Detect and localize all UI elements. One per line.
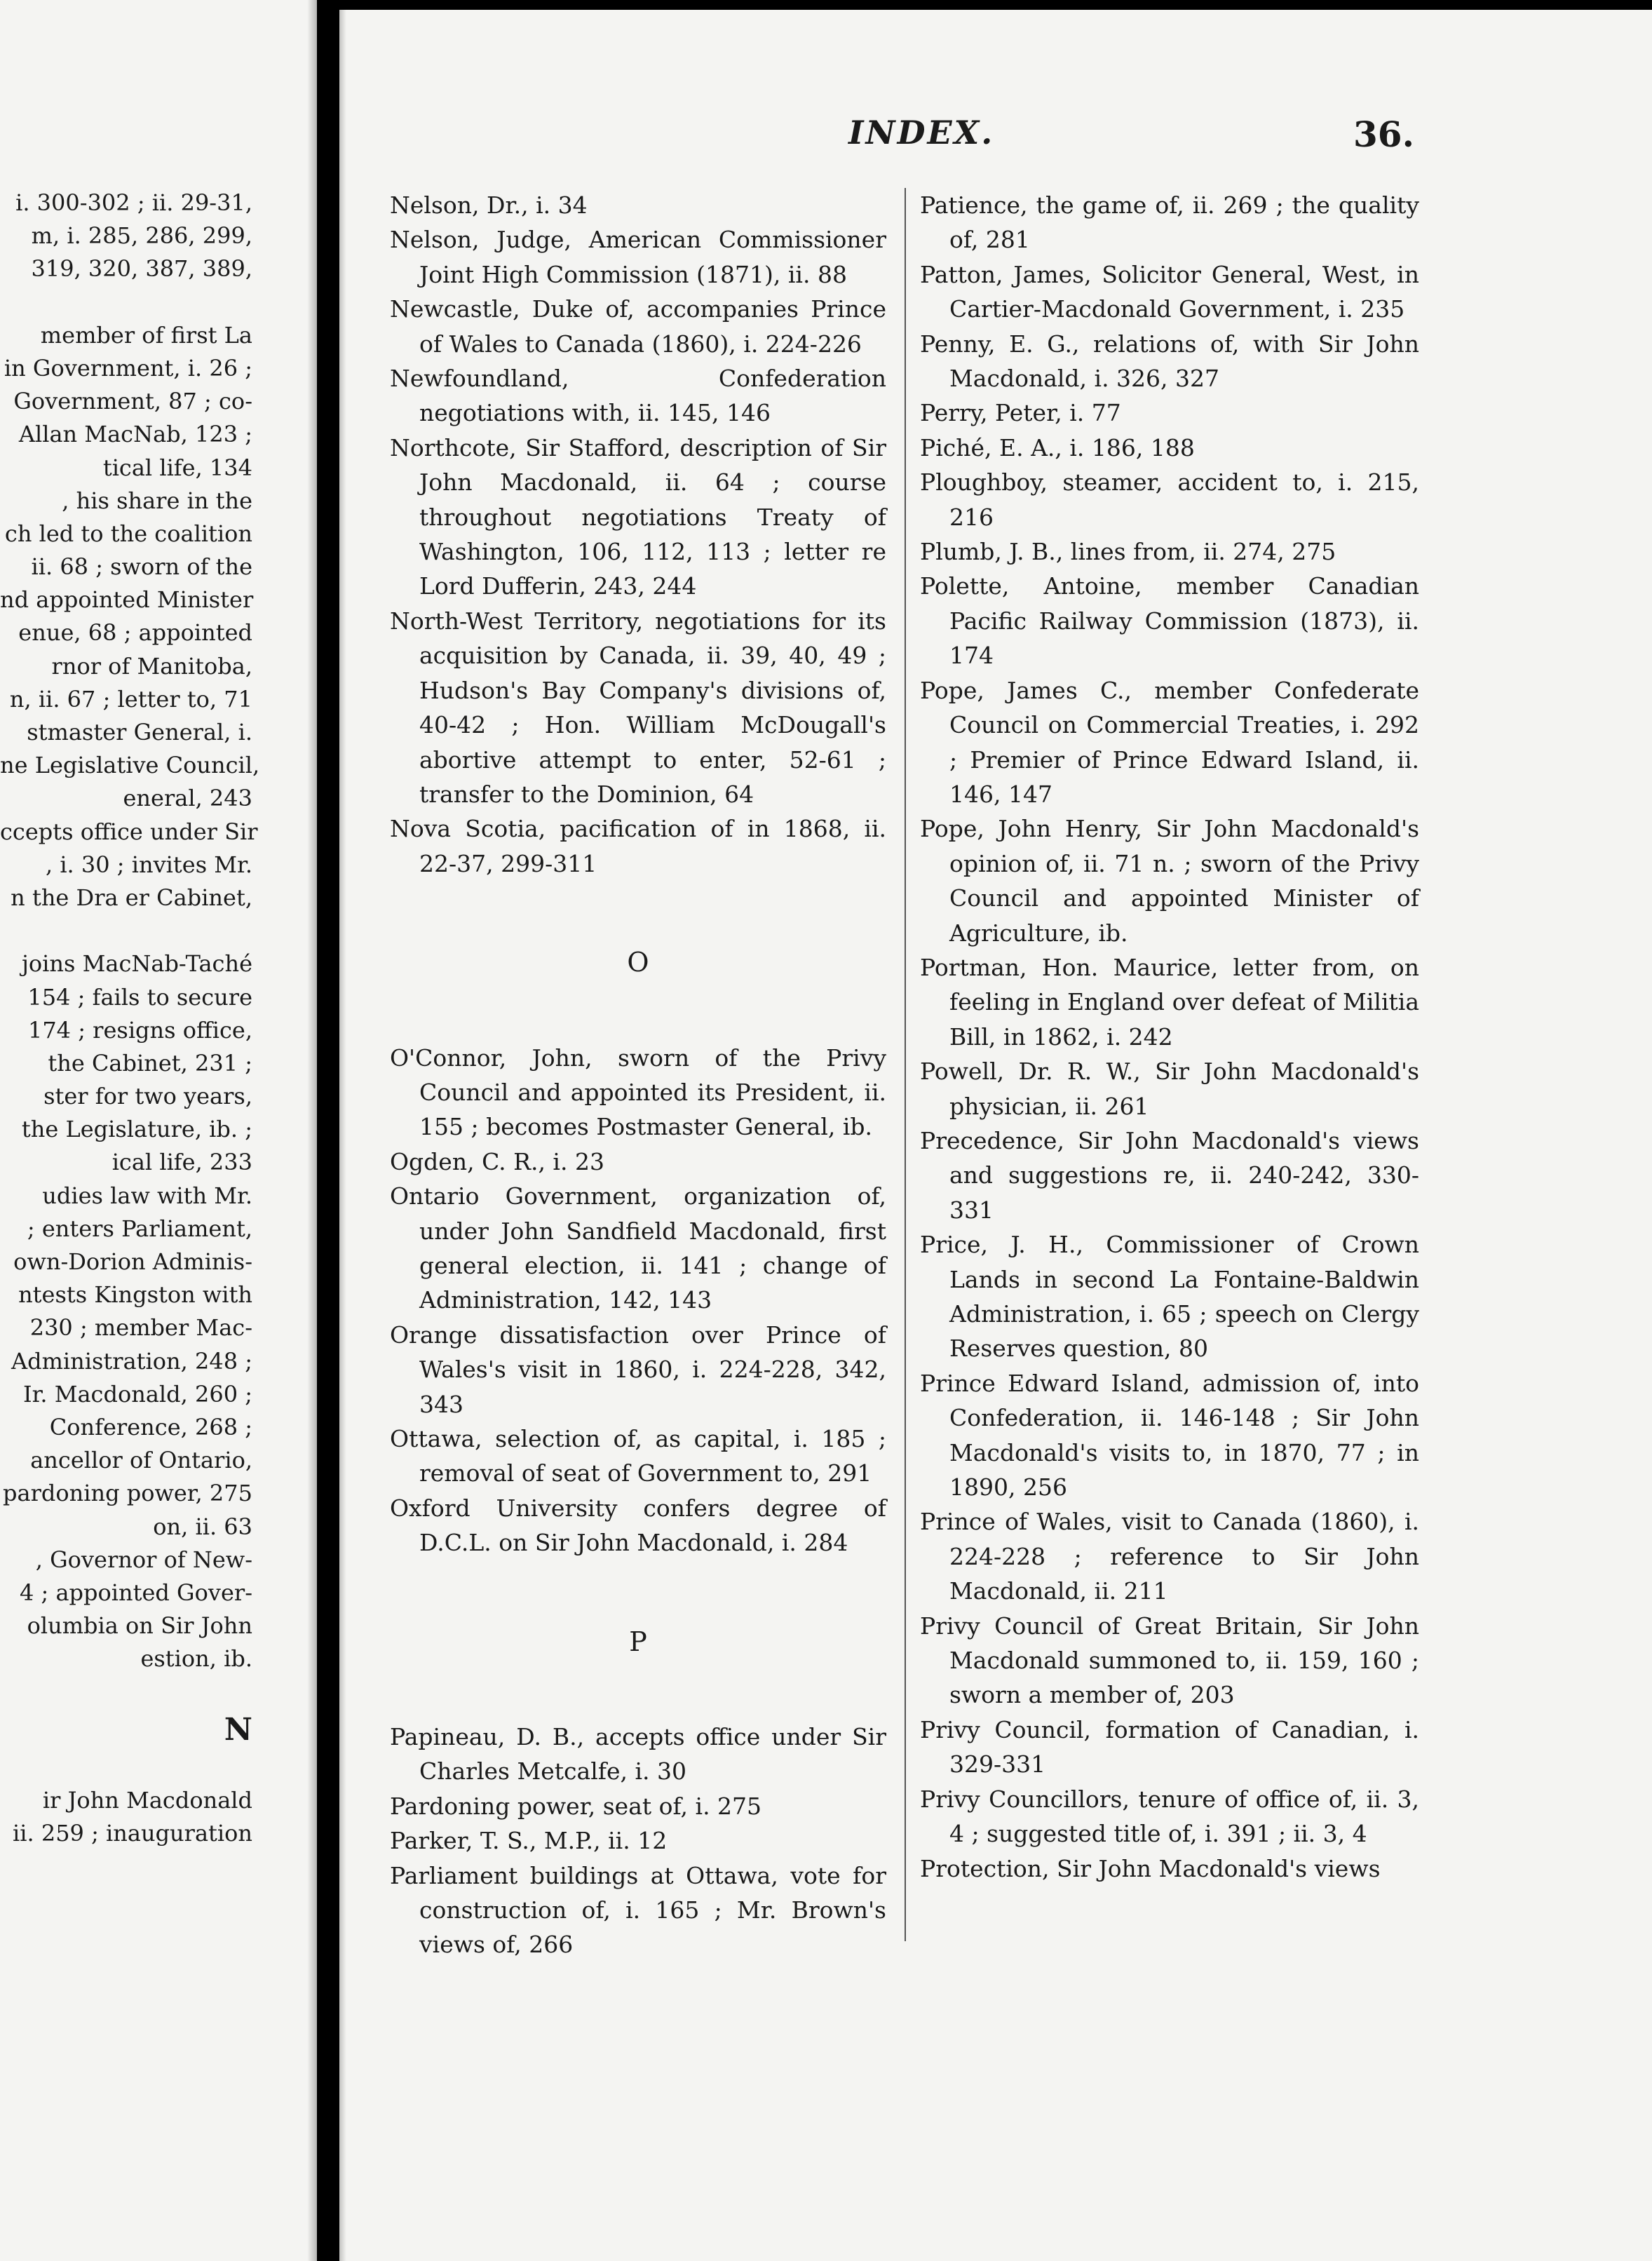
left-page-text — [0, 187, 310, 1850]
index-entry: Pope, James C., member Confederate Council on Commercial Treaties, i. 292 ; Premier of Prince Edward Island, ii. 146, 147 — [920, 676, 1419, 808]
index-entry: Prince Edward Island, admission of, into Confederation, ii. 146-148 ; Sir John Macdonald's visits to, in 1870, 77 ; in 1890, 256 — [920, 1369, 1419, 1501]
left-page-line — [0, 914, 310, 947]
left-page-line: ccepts office under Sir — [0, 818, 258, 845]
index-entry: Oxford University confers degree of D.C.L. on Sir John Macdonald, i. 284 — [390, 1494, 886, 1557]
left-page-line: Allan MacNab, 123 ; — [18, 421, 252, 448]
index-entry: Ogden, C. R., i. 23 — [390, 1147, 604, 1175]
index-column-right — [920, 188, 1419, 1886]
left-page-line: ir John Macdonald — [42, 1786, 252, 1814]
left-page-line: olumbia on Sir John — [27, 1612, 252, 1640]
left-page-line: m, i. 285, 286, 299, — [31, 222, 252, 250]
index-entry: Parliament buildings at Ottawa, vote for construction of, i. 165 ; Mr. Brown's views of, 266 — [390, 1861, 886, 1959]
index-entry: Piché, E. A., i. 186, 188 — [920, 433, 1195, 461]
column-divider — [905, 188, 906, 1941]
entries-p-continued — [920, 188, 1419, 1886]
index-entry: Nelson, Judge, American Commissioner Joint High Commission (1871), ii. 88 — [390, 226, 886, 288]
index-entry: O'Connor, John, sworn of the Privy Council and appointed its President, ii. 155 ; becomes Postmaster General, ib. — [390, 1044, 886, 1141]
left-page-line: Government, 87 ; co- — [13, 388, 252, 415]
left-page-line: ancellor of Ontario, — [30, 1447, 252, 1474]
left-page-line: tical life, 134 — [102, 454, 252, 481]
index-entry: Plumb, J. B., lines from, ii. 274, 275 — [920, 538, 1336, 566]
left-page-line: stmaster General, i. — [27, 719, 252, 745]
left-page-line — [0, 1751, 310, 1784]
left-page-line: 154 ; fails to secure — [27, 983, 252, 1011]
left-page-line: udies law with Mr. — [42, 1182, 252, 1209]
left-page-line: estion, ib. — [140, 1645, 252, 1673]
left-page-line: eneral, 243 — [123, 785, 252, 812]
left-page-line: 174 ; resigns office, — [27, 1016, 252, 1044]
entries-o — [390, 1041, 886, 1560]
left-page-line: the Legislature, ib. ; — [21, 1116, 252, 1143]
left-page-line: , his share in the — [62, 487, 252, 514]
left-page-line: ntests Kingston with — [18, 1281, 252, 1309]
left-page-line: rnor of Manitoba, — [51, 652, 252, 680]
left-page-line: the Cabinet, 231 ; — [48, 1049, 252, 1076]
left-page-line — [0, 1675, 310, 1708]
left-page-line: own-Dorion Adminis- — [13, 1248, 252, 1275]
left-page-line: ch led to the coalition — [4, 520, 252, 547]
left-page-line: Administration, 248 ; — [11, 1347, 252, 1375]
index-entry: Papineau, D. B., accepts office under Sir Charles Metcalfe, i. 30 — [390, 1723, 886, 1786]
left-page-line: ne Legislative Council, — [0, 752, 260, 779]
entries-p — [390, 1720, 886, 1962]
left-page-line: n the Dra er Cabinet, — [11, 884, 252, 911]
index-entry: Orange dissatisfaction over Prince of Wales's visit in 1860, i. 224-228, 342, 343 — [390, 1321, 886, 1418]
left-page-line: enue, 68 ; appointed — [18, 619, 252, 647]
index-entry: Patton, James, Solicitor General, West, in Cartier-Macdonald Government, i. 235 — [920, 260, 1419, 323]
left-page-line: n, ii. 67 ; letter to, 71 — [9, 685, 252, 713]
index-entry: North-West Territory, negotiations for its acquisition by Canada, ii. 39, 40, 49 ; Hudson's Bay Company's divisions of, 40-42 ; Hon. William McDougall's abortive attempt to enter, 52-61 ; transfer to the Dominion, 64 — [390, 607, 886, 808]
left-page-line: pardoning power, 275 — [3, 1480, 252, 1507]
left-page-line: ; enters Parliament, — [27, 1215, 252, 1242]
index-entry: Perry, Peter, i. 77 — [920, 399, 1121, 427]
section-letter-p: P — [629, 1626, 647, 1657]
index-entry: Ontario Government, organization of, under John Sandfield Macdonald, first general election, ii. 141 ; change of Administration, 142, 143 — [390, 1182, 886, 1314]
index-entry: Northcote, Sir Stafford, description of Sir John Macdonald, ii. 64 ; course throughout negotiations Treaty of Washington, 106, 112, 113 ; letter re Lord Dufferin, 243, 244 — [390, 433, 886, 600]
index-column-left — [390, 188, 886, 1962]
left-page-line: on, ii. 63 — [153, 1513, 252, 1540]
index-entry: Pardoning power, seat of, i. 275 — [390, 1792, 762, 1820]
left-page-line — [0, 286, 310, 319]
index-entry: Portman, Hon. Maurice, letter from, on feeling in England over defeat of Militia Bill, in 1862, i. 242 — [920, 953, 1419, 1051]
left-page-line: ster for two years, — [43, 1083, 252, 1110]
left-page-line: 230 ; member Mac- — [29, 1314, 252, 1342]
left-page-line: nd appointed Minister — [0, 586, 254, 614]
running-head: INDEX. — [848, 114, 995, 151]
left-page-line: ii. 68 ; sworn of the — [31, 553, 252, 581]
entries-n — [390, 188, 886, 881]
index-entry: Privy Councillors, tenure of office of, ii. 3, 4 ; suggested title of, i. 391 ; ii. 3, 4 — [920, 1785, 1419, 1848]
index-entry: Polette, Antoine, member Canadian Pacific Railway Commission (1873), ii. 174 — [920, 572, 1419, 670]
index-entry: Privy Council of Great Britain, Sir John Macdonald summoned to, ii. 159, 160 ; sworn a member of, 203 — [920, 1612, 1419, 1709]
index-entry: Powell, Dr. R. W., Sir John Macdonald's physician, ii. 261 — [920, 1058, 1419, 1120]
left-page-line: member of first La — [40, 321, 252, 349]
left-page-line: Conference, 268 ; — [49, 1413, 252, 1440]
index-entry: Patience, the game of, ii. 269 ; the quality of, 281 — [920, 191, 1419, 254]
left-page-line: 319, 320, 387, 389, — [31, 255, 252, 283]
index-entry: Protection, Sir John Macdonald's views — [920, 1854, 1381, 1882]
left-page-line: Ir. Macdonald, 260 ; — [22, 1380, 252, 1408]
index-entry: Parker, T. S., M.P., ii. 12 — [390, 1827, 668, 1855]
section-letter-n: N — [224, 1711, 252, 1748]
index-entry: Ottawa, selection of, as capital, i. 185 ; removal of seat of Government to, 291 — [390, 1425, 886, 1487]
left-page-line: , Governor of New- — [35, 1546, 252, 1573]
left-page — [0, 0, 317, 2261]
page-number: 36. — [1353, 114, 1414, 155]
section-letter-o: O — [627, 947, 649, 978]
index-entry: Penny, E. G., relations of, with Sir John Macdonald, i. 326, 327 — [920, 330, 1419, 393]
index-entry: Ploughboy, steamer, accident to, i. 215, 216 — [920, 468, 1419, 531]
left-page-line: , i. 30 ; invites Mr. — [45, 851, 252, 878]
index-entry: Prince of Wales, visit to Canada (1860), i. 224-228 ; reference to Sir John Macdonald, ii. 211 — [920, 1508, 1419, 1605]
index-entry: Newcastle, Duke of, accompanies Prince of Wales to Canada (1860), i. 224-226 — [390, 295, 886, 358]
index-entry: Precedence, Sir John Macdonald's views and suggestions re, ii. 240-242, 330-331 — [920, 1126, 1419, 1224]
gutter-shadow — [339, 10, 346, 2261]
left-page-line: i. 300-302 ; ii. 29-31, — [15, 189, 252, 216]
index-entry: Newfoundland, Confederation negotiations with, ii. 145, 146 — [390, 365, 886, 427]
left-page-line: joins MacNab-Taché — [21, 950, 252, 978]
left-page-line: 4 ; appointed Gover- — [19, 1579, 252, 1606]
left-page-line: in Government, i. 26 ; — [4, 354, 252, 382]
index-entry: Nova Scotia, pacification of in 1868, ii. 22-37, 299-311 — [390, 815, 886, 877]
left-page-line: ical life, 233 — [111, 1149, 252, 1176]
index-entry: Nelson, Dr., i. 34 — [390, 191, 588, 219]
left-page-line: ii. 259 ; inauguration — [13, 1820, 252, 1847]
index-entry: Price, J. H., Commissioner of Crown Lands in second La Fontaine-Baldwin Administration, i. 65 ; speech on Clergy Reserves question, 80 — [920, 1231, 1419, 1363]
index-entry: Pope, John Henry, Sir John Macdonald's opinion of, ii. 71 n. ; sworn of the Privy Council and appointed Minister of Agriculture, ib. — [920, 815, 1419, 947]
index-entry: Privy Council, formation of Canadian, i. 329-331 — [920, 1715, 1419, 1779]
